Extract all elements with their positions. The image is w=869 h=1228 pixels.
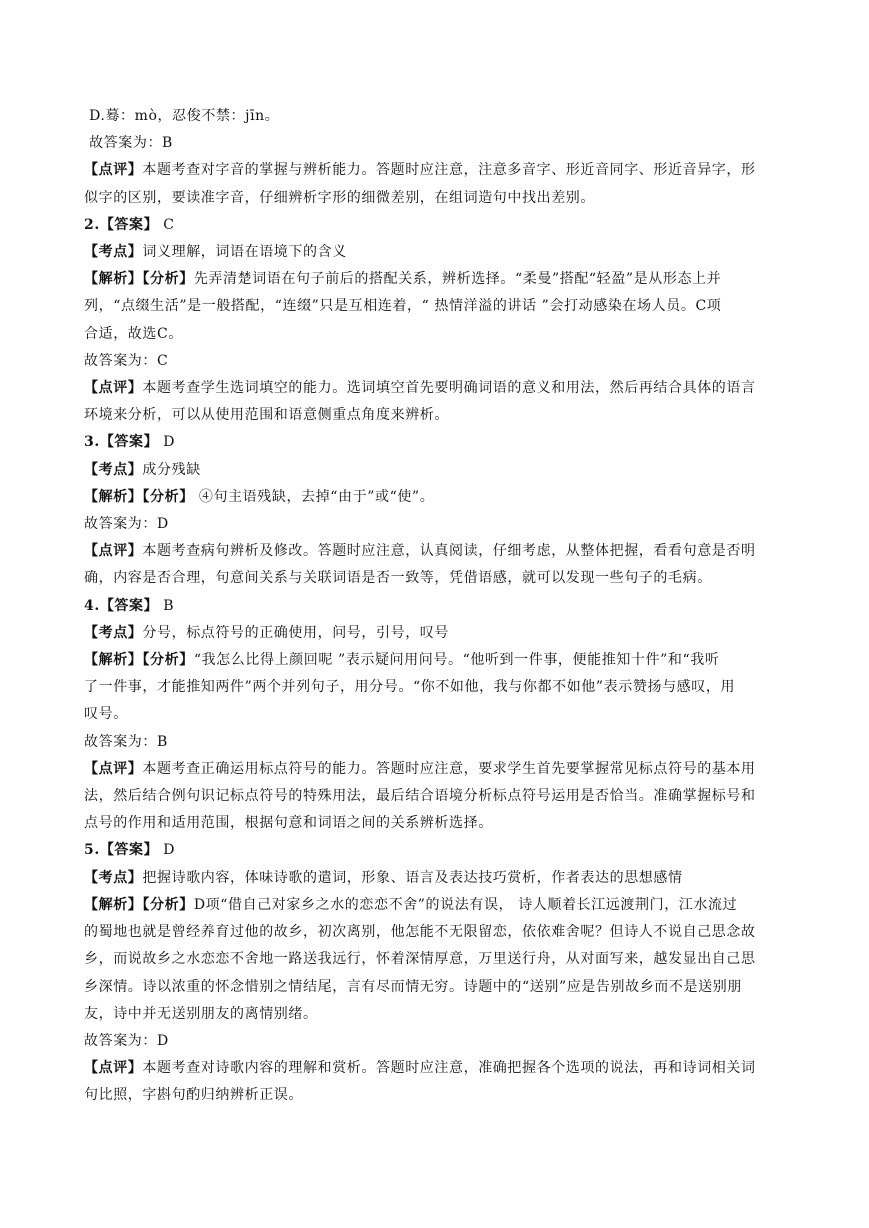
line-text: 乡，而说故乡之水恋恋不舍地一路送我远行，怀着深情厚意，万里送行舟，从对面写来，越发显出自己思 bbox=[84, 951, 756, 968]
line-text: “我怎么比得上颜回呢 ”表示疑问用问号。“他听到一件事，便能推知十件”和“我听 bbox=[193, 652, 720, 669]
line-text: 了一件事，才能推知两件”两个并列句子，用分号。“你不如他，我与你都不如他”表示赞扬与感叹，用 bbox=[84, 679, 736, 696]
text-line bbox=[84, 538, 794, 565]
line-text: 列，“点缀生活”是一般搭配，“连缀”只是互相连着，“ 热情洋溢的讲话 ”会打动感染在场人员。C项 bbox=[84, 298, 722, 315]
line-label: 【考点】 bbox=[84, 869, 143, 886]
text-line bbox=[84, 484, 794, 511]
text-line bbox=[84, 701, 794, 728]
text-line bbox=[84, 103, 794, 130]
line-text: 先弄清楚词语在句子前后的搭配关系，辨析选择。“柔曼”搭配“轻盈”是从形态上并 bbox=[193, 271, 722, 288]
text-line bbox=[84, 130, 794, 157]
line-label: 【考点】 bbox=[84, 461, 143, 478]
text-line bbox=[84, 185, 794, 212]
line-text: 本题考查病句辨析及修改。答题时应注意，认真阅读，仔细考虑，从整体把握，看看句意是否明 bbox=[142, 543, 756, 560]
line-text: 故答案为：D bbox=[84, 516, 169, 533]
line-text: D bbox=[158, 842, 176, 859]
line-label: 【点评】 bbox=[84, 1060, 143, 1077]
line-text: C bbox=[158, 216, 175, 233]
text-line bbox=[84, 1028, 794, 1055]
text-line bbox=[84, 293, 794, 320]
line-label: 4.【答案】 bbox=[84, 597, 159, 614]
line-text: 乡深情。诗以浓重的怀念惜别之情结尾，言有尽而情无穷。诗题中的“送别”应是告别故乡而不是送别朋 bbox=[84, 978, 742, 995]
text-line bbox=[84, 266, 794, 293]
text-line bbox=[84, 239, 794, 266]
text-line bbox=[84, 837, 794, 864]
text-line bbox=[84, 892, 794, 919]
line-text: 法，然后结合例句识记标点符号的特殊用法，最后结合语境分析标点符号运用是否恰当。准确掌握标号和 bbox=[84, 788, 756, 805]
line-text: 确，内容是否合理，句意间关系与关联词语是否一致等，凭借语感，就可以发现一些句子的毛病。 bbox=[84, 570, 712, 587]
line-text: 环境来分析，可以从使用范围和语意侧重点角度来辨析。 bbox=[84, 407, 449, 424]
line-label: 【点评】 bbox=[84, 543, 143, 560]
text-line bbox=[84, 429, 794, 456]
text-line bbox=[84, 212, 794, 239]
line-text: 似字的区别，要读准字音，仔细辨析字形的细微差别，在组词造句中找出差别。 bbox=[84, 189, 595, 206]
line-label: 【点评】 bbox=[84, 162, 143, 179]
line-text: 分号，标点符号的正确使用，问号，引号，叹号 bbox=[142, 624, 450, 641]
line-text: 合适，故选C。 bbox=[84, 325, 183, 342]
line-text: 本题考查正确运用标点符号的能力。答题时应注意，要求学生首先要掌握常见标点符号的基本用 bbox=[142, 760, 756, 777]
text-line bbox=[84, 919, 794, 946]
text-line bbox=[84, 348, 794, 375]
line-label: 【解析】【分析】 bbox=[84, 488, 194, 505]
text-line bbox=[84, 620, 794, 647]
line-label: 【考点】 bbox=[84, 624, 143, 641]
line-text: 把握诗歌内容，体味诗歌的遣词，形象、语言及表达技巧赏析，作者表达的思想感情 bbox=[142, 869, 683, 886]
line-label: 5.【答案】 bbox=[84, 842, 159, 859]
line-label: 3.【答案】 bbox=[84, 434, 159, 451]
text-line bbox=[84, 946, 794, 973]
line-text: B bbox=[158, 597, 175, 614]
line-text: 句比照，字斟句酌归纳辨析正误。 bbox=[84, 1087, 303, 1104]
line-text: D项“借自己对家乡之水的恋恋不舍”的说法有误， 诗人顺着长江远渡荆门，江水流过 bbox=[193, 896, 738, 913]
text-line bbox=[84, 511, 794, 538]
text-line bbox=[84, 402, 794, 429]
text-line bbox=[84, 321, 794, 348]
text-line bbox=[84, 756, 794, 783]
text-line bbox=[84, 865, 794, 892]
line-text: 本题考查学生选词填空的能力。选词填空首先要明确词语的意义和用法，然后再结合具体的语言 bbox=[142, 380, 756, 397]
line-text: 故答案为：D bbox=[84, 1032, 169, 1049]
text-line bbox=[84, 729, 794, 756]
line-text: 本题考查对诗歌内容的理解和赏析。答题时应注意，准确把握各个选项的说法，再和诗词相关词 bbox=[142, 1060, 756, 1077]
text-line bbox=[84, 1082, 794, 1109]
line-text: D.蓦：mò，忍俊不禁：jīn。 bbox=[84, 108, 280, 124]
text-line bbox=[84, 1001, 794, 1028]
line-label: 【解析】【分析】 bbox=[84, 271, 194, 288]
text-line bbox=[84, 457, 794, 484]
line-text: 故答案为：B bbox=[84, 135, 173, 152]
line-label: 【考点】 bbox=[84, 244, 143, 261]
text-line bbox=[84, 1055, 794, 1082]
text-line bbox=[84, 593, 794, 620]
line-text: 故答案为：C bbox=[84, 352, 169, 369]
line-text: D bbox=[158, 434, 176, 451]
text-line bbox=[84, 783, 794, 810]
line-label: 【解析】【分析】 bbox=[84, 896, 194, 913]
line-label: 【点评】 bbox=[84, 380, 143, 397]
line-text: 点号的作用和适用范围，根据句意和词语之间的关系辨析选择。 bbox=[84, 815, 493, 832]
line-text: 友，诗中并无送别朋友的离情别绪。 bbox=[84, 1005, 318, 1022]
text-line bbox=[84, 647, 794, 674]
document-page bbox=[84, 103, 794, 1110]
text-line bbox=[84, 157, 794, 184]
text-line bbox=[84, 674, 794, 701]
text-line bbox=[84, 810, 794, 837]
line-label: 【解析】【分析】 bbox=[84, 652, 194, 669]
text-line bbox=[84, 565, 794, 592]
line-text: 词义理解，词语在语境下的含义 bbox=[142, 244, 347, 261]
text-line bbox=[84, 974, 794, 1001]
line-label: 2.【答案】 bbox=[84, 216, 159, 233]
text-line bbox=[84, 375, 794, 402]
line-text: 叹号。 bbox=[84, 706, 128, 723]
line-text: 本题考查对字音的掌握与辨析能力。答题时应注意，注意多音字、形近音同字、形近音异字，形 bbox=[142, 162, 756, 179]
line-text: 故答案为：B bbox=[84, 733, 168, 750]
line-text: 的蜀地也就是曾经养育过他的故乡，初次离别，他怎能不无限留恋，依依难舍呢？但诗人不说自己思念故 bbox=[84, 924, 756, 941]
line-label: 【点评】 bbox=[84, 760, 143, 777]
line-text: ④句主语残缺，去掉“由于”或“使”。 bbox=[193, 488, 435, 505]
line-text: 成分残缺 bbox=[142, 461, 201, 478]
